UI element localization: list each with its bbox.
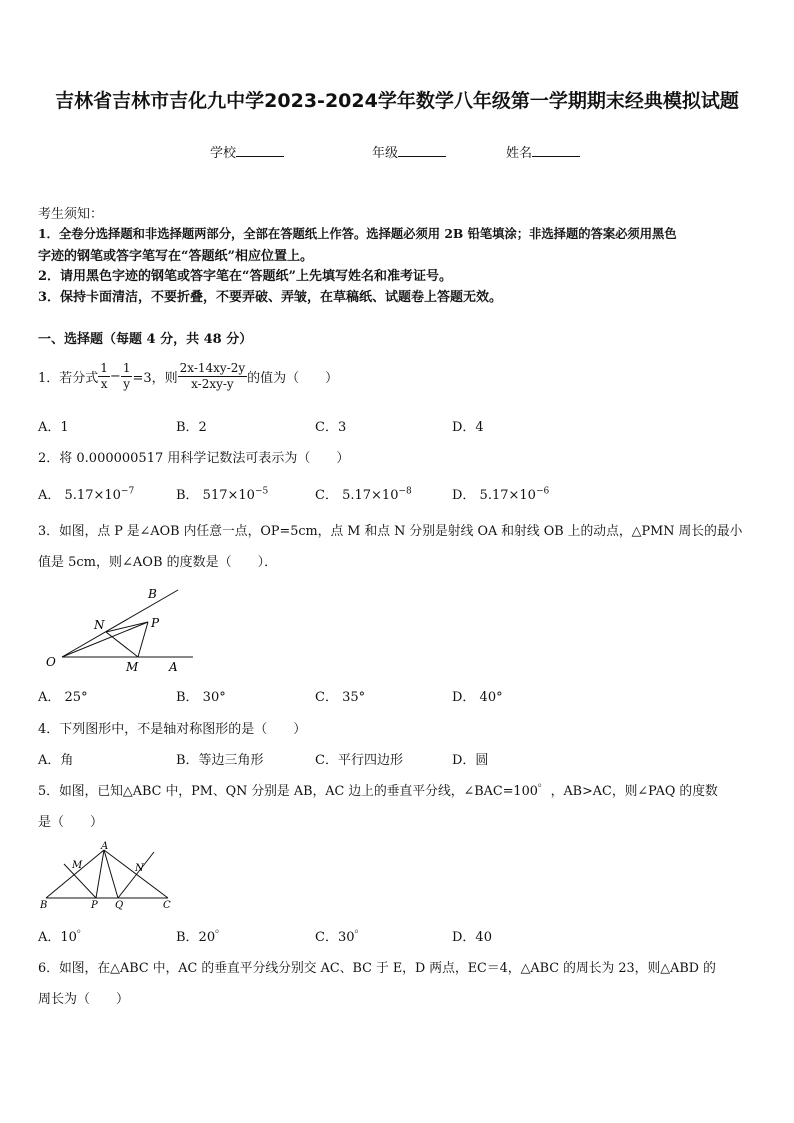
- name-field[interactable]: [506, 142, 580, 161]
- question-4: 4．下列图形中，不是轴对称图形的是（ ）: [38, 722, 307, 737]
- school-field[interactable]: [210, 142, 284, 161]
- grade-label: 年级: [372, 146, 399, 161]
- label-n: N: [135, 863, 144, 874]
- q1-fraction-1: $\frac{1}{x}$: [100, 360, 108, 391]
- label-n: N: [94, 618, 105, 632]
- q5-line-1: 5．如图，已知△ABC 中，PM、QN 分别是 AB，AC 边上的垂直平分线，∠BAC=100゜，AB>AC，则∠PAQ 的度数: [38, 784, 718, 799]
- label-o: O: [46, 655, 56, 669]
- q2-option-b[interactable]: B． $517\times 10^{-5}$: [176, 486, 269, 503]
- notice-line-1b: 字迹的钢笔或答字笔写在“答题纸”相应位置上。: [38, 249, 313, 264]
- q3-line-2: 值是 5cm，则∠AOB 的度数是（ ）．: [38, 555, 278, 570]
- school-blank[interactable]: [236, 144, 284, 157]
- section-heading: 一、选择题（每题 4 分，共 48 分）: [38, 332, 253, 347]
- q1-option-d[interactable]: D．4: [452, 420, 484, 435]
- q3-option-d[interactable]: D． 40°: [452, 690, 503, 705]
- q2-option-d[interactable]: D． $5.17\times 10^{-6}$: [452, 486, 550, 503]
- q2-option-c[interactable]: C． $5.17\times 10^{-8}$: [315, 486, 412, 503]
- q1-minus: −: [109, 368, 121, 384]
- q5-option-a[interactable]: A．10゜: [38, 930, 90, 945]
- grade-field[interactable]: [372, 142, 446, 161]
- q2-option-a[interactable]: A． $5.17\times 10^{-7}$: [38, 486, 135, 503]
- notice-line-1a: 1．全卷分选择题和非选择题两部分，全部在答题纸上作答。选择题必须用 2B 铅笔填涂；非选择题的答案必须用黑色: [38, 226, 677, 241]
- ray-ob: [62, 590, 178, 657]
- side-ac: [104, 850, 168, 898]
- q1-fraction-2: $\frac{1}{y}$: [122, 360, 131, 391]
- notice-line-3: 3．保持卡面清洁，不要折叠，不要弄破、弄皱，在草稿纸、试题卷上答题无效。: [38, 290, 503, 305]
- label-q: Q: [115, 900, 124, 911]
- q4-option-b[interactable]: B．等边三角形: [176, 753, 264, 768]
- question-2: 2．将 0.000000517 用科学记数法可表示为（ ）: [38, 451, 350, 466]
- segment-op: [62, 622, 148, 657]
- q5-option-d[interactable]: D．40: [452, 930, 492, 945]
- label-b: B: [40, 900, 48, 911]
- q1-equals: =3，则: [132, 370, 178, 386]
- segment-aq: [104, 850, 118, 898]
- q1-prefix: 1．若分式: [38, 370, 99, 386]
- q6-line-1: 6．如图，在△ABC 中，AC 的垂直平分线分别交 AC、BC 于 E，D 两点，EC＝4，△ABC 的周长为 23，则△ABD 的: [38, 961, 716, 976]
- side-ab: [46, 850, 104, 898]
- label-m: M: [126, 660, 139, 674]
- q3-option-c[interactable]: C． 35°: [315, 690, 366, 705]
- grade-blank[interactable]: [398, 144, 446, 157]
- segment-nm: [106, 632, 138, 657]
- q6-line-2: 周长为（ ）: [38, 992, 130, 1007]
- q5-line-2: 是（ ）: [38, 815, 104, 830]
- q3-line-1: 3．如图，点 P 是∠AOB 内任意一点，OP=5cm，点 M 和点 N 分别是射线 OA 和射线 OB 上的动点，△PMN 周长的最小: [38, 524, 743, 539]
- q4-option-d[interactable]: D．圆: [452, 753, 489, 768]
- notice-line-2: 2．请用黑色字迹的钢笔或答字笔在“答题纸”上先填写姓名和准考证号。: [38, 269, 453, 284]
- q1-option-b[interactable]: B．2: [176, 420, 207, 435]
- q5-option-c[interactable]: C．30゜: [315, 930, 368, 945]
- label-a: A: [169, 660, 178, 674]
- school-label: 学校: [210, 146, 237, 161]
- q4-option-a[interactable]: A．角: [38, 753, 74, 768]
- question-1: [38, 356, 338, 396]
- label-b: B: [148, 587, 157, 601]
- page-title: 吉林省吉林市吉化九中学2023-2024学年数学八年级第一学期期末经典模拟试题: [55, 90, 739, 112]
- q3-option-a[interactable]: A． 25°: [38, 690, 88, 705]
- label-m: M: [72, 860, 83, 871]
- q1-fraction-3: $\frac{2x-14xy-2y}{x-2xy-y}$: [179, 360, 246, 391]
- q3-figure: [38, 582, 208, 678]
- q1-option-a[interactable]: A．1: [38, 420, 69, 435]
- q1-suffix: 的值为（ ）: [247, 370, 339, 386]
- q1-option-c[interactable]: C．3: [315, 420, 347, 435]
- notice-heading: 考生须知：: [38, 207, 104, 222]
- q4-option-c[interactable]: C．平行四边形: [315, 753, 403, 768]
- q5-figure: [38, 840, 188, 912]
- q5-option-b[interactable]: B．20゜: [176, 930, 229, 945]
- label-c: C: [163, 900, 171, 911]
- label-p: P: [91, 900, 98, 911]
- segment-pm: [138, 622, 148, 657]
- name-label: 姓名: [506, 146, 533, 161]
- segment-ap: [96, 850, 104, 898]
- bisector-qn: [118, 852, 154, 898]
- label-a: A: [101, 841, 109, 852]
- q3-option-b[interactable]: B． 30°: [176, 690, 226, 705]
- name-blank[interactable]: [532, 144, 580, 157]
- label-p: P: [151, 616, 160, 630]
